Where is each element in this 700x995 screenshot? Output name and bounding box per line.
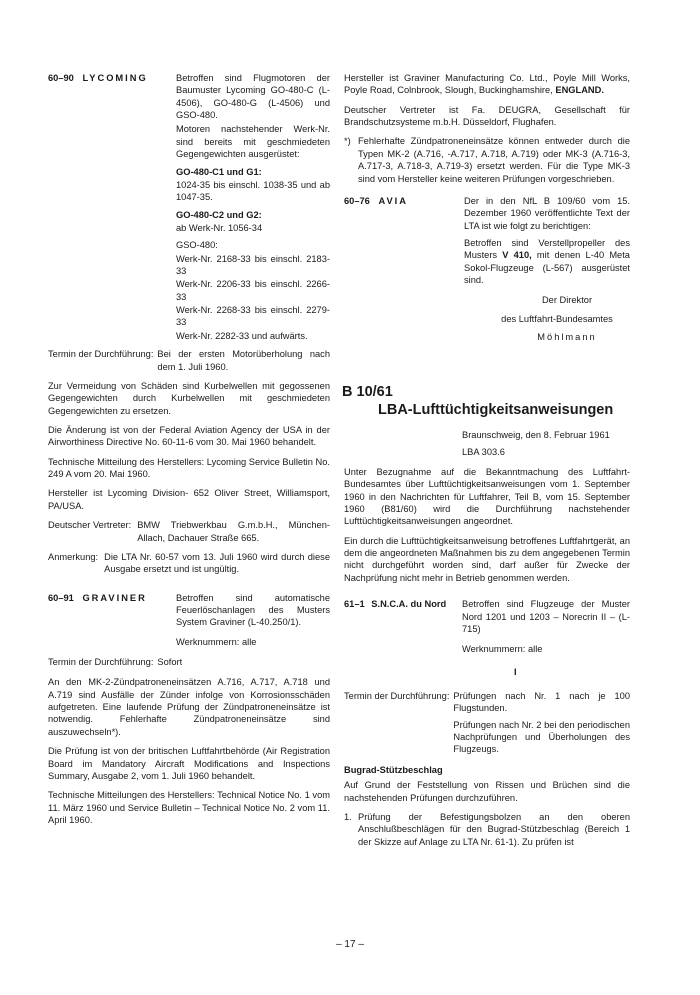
signature-name: Möhlmann	[537, 332, 597, 343]
signature-title: Der Direktor	[541, 295, 593, 306]
paragraph: Zur Vermeidung von Schäden sind Kurbelwellen mit gegossenen Gegengewichten durch Kurbelwellen mit geschmiedeten Gegengewichten zu ersetzen.	[48, 380, 330, 416]
ad-desc-1: Betroffen sind Flugmotoren der Baumuster Lycoming GO-480-C (L-4506), GO-480-G (L-4506) und GSO-480.	[176, 73, 330, 121]
termin-label: Termin der Durchführung:	[48, 349, 154, 360]
ad-61-1-description	[462, 598, 630, 684]
footnote	[344, 135, 630, 184]
anmerkung-text: Die LTA Nr. 60-57 vom 13. Juli 1960 wird durch diese Ausgabe ersetzt und ist ungültig.	[104, 551, 330, 575]
ad-60-91-description	[176, 592, 330, 652]
ad-61-1-header	[344, 598, 630, 684]
ad-60-76-description	[452, 195, 630, 351]
ad-maker: GRAVINER	[82, 592, 147, 603]
paragraph: Auf Grund der Feststellung von Rissen und Brüchen sind die nachstehenden Prüfungen durchzuführen.	[344, 780, 630, 803]
ad-maker: AVIA	[378, 195, 408, 206]
spacer	[344, 354, 630, 384]
ad-desc: Betroffen sind Flugzeuge der Muster Nord 1201 und 1203 – Norecrin II – (L-715)	[462, 599, 630, 634]
ad-60-76-title	[344, 195, 452, 351]
termin-label: Termin der Durchführung:	[48, 657, 154, 668]
termin-label: Termin der Durchführung:	[344, 691, 450, 701]
footnote-mark: *)	[344, 136, 351, 147]
ad-60-90-title	[48, 72, 176, 346]
text-go480-c2: ab Werk-Nr. 1056-34	[176, 222, 263, 233]
ad-number: 61–1	[344, 599, 365, 610]
termin-text: Bei der ersten Motorüberholung nach dem 1. Juli 1960.	[157, 349, 330, 372]
ad-61-1-title	[344, 598, 462, 684]
ad-number: 60–91	[48, 592, 74, 603]
numbered-item	[344, 811, 630, 848]
section-heading: Bugrad-Stützbeschlag	[344, 764, 443, 775]
ad-61-1-termin	[344, 690, 630, 756]
ad-60-90-vertreter	[48, 519, 330, 544]
ad-number: 60–76	[344, 195, 370, 206]
termin-block	[453, 690, 630, 756]
termin-text: Sofort	[157, 657, 183, 668]
ad-60-91-title	[48, 592, 176, 652]
page-number: – 17 –	[336, 939, 364, 950]
ad-desc-2-model: V 410,	[502, 250, 532, 261]
ad-desc-2b: mit denen L-40 Meta Sokol-Flugzeuge (L-567) ausgerüstet sind.	[464, 250, 630, 286]
ad-60-90-termin	[48, 348, 330, 373]
serial-range: Werk-Nr. 2268-33 bis einschl. 2279-33	[176, 305, 330, 328]
ad-maker: LYCOMING	[82, 73, 148, 83]
vertreter-label: Deutscher Vertreter:	[48, 520, 132, 531]
paragraph: Unter Bezugnahme auf die Bekanntmachung des Luftfahrt-Bundesamtes über Lufttüchtigkeitsanweisungen vom 1. September 1960 in den Nachrichten für Luftfahrer, Teil B, vom 15. September 1960 (B81/60) wird die Durchführung nachstehender Lufttüchtigkeitsanweisungen angeordnet.	[344, 466, 630, 527]
item-number: 1.	[344, 811, 352, 822]
paragraph: Hersteller ist Lycoming Division- 652 Oliver Street, Williamsport, PA/USA.	[48, 488, 330, 511]
ad-60-90-header	[48, 72, 330, 346]
signature-authority: des Luftfahrt-Bundesamtes	[501, 313, 613, 324]
ad-60-90-anmerkung	[48, 551, 330, 576]
ad-desc: Betroffen sind automatische Feuerlöschanlagen des Musters System Graviner (L-40.250/1).	[176, 592, 330, 628]
ad-60-90-description	[176, 72, 330, 346]
ad-desc-2: Motoren nachstehender Werk-Nr. sind bereits mit geschmiedeten Gegengewichten ausgerüstet:	[176, 124, 330, 160]
paragraph: Die Änderung ist von der Federal Aviation Agency der USA in der Airworthiness Directive No. 60-11-6 vom 30. Mai 1960 behandelt.	[48, 424, 330, 448]
ad-60-91-termin	[48, 656, 330, 668]
serial-range: Werk-Nr. 2282-33 und aufwärts.	[176, 330, 308, 341]
hersteller-paragraph	[344, 72, 630, 97]
ad-60-91-header	[48, 592, 330, 652]
place-date: Braunschweig, den 8. Februar 1961	[462, 430, 610, 441]
anmerkung-label: Anmerkung:	[48, 551, 99, 562]
werknummern: Werknummern: alle	[462, 644, 543, 655]
paragraph: Ein durch die Lufttüchtigkeitsanweisung betroffenes Luftfahrtgerät, an dem die angeordneten Maßnahmen bis zu dem angegebenen Termin nicht durchgeführt worden sind, darf außer für Zwecke der Nachprüfung nicht mehr in Betrieb genommen werden.	[344, 535, 630, 583]
ad-maker: S.N.C.A. du Nord	[371, 599, 447, 610]
item-text: Prüfung der Befestigungsbolzen an den oberen Anschlußbeschlägen für den Bugrad-Stützbeschlag (Bereich 1 der Skizze auf Anlage zu LTA Nr. 61-1). Zu prüfen ist	[358, 811, 630, 847]
hersteller-country: ENGLAND.	[555, 85, 604, 96]
ad-60-76-header	[344, 195, 630, 351]
b-10-61-heading	[344, 384, 630, 419]
footnote-text: Fehlerhafte Zündpatroneneinsätze können entweder durch die Typen MK-2 (A.716, -A.717, A.718, A.719) oder MK-3 (A.716-3, A.717-3, A.718-3, A.719-3) ersetzt werden. Für die Type MK-3 sind vom Hersteller keine weiteren Prüfungen vorgeschrieben.	[358, 136, 630, 184]
reference: LBA 303.6	[462, 446, 505, 457]
termin-2: Prüfungen nach Nr. 2 bei den periodischen Nachprüfungen und Überholungen des Flugzeugs.	[453, 719, 630, 755]
ad-desc-1: Der in den NfL B 109/60 vom 15. Dezember 1960 veröffentlichte Text der LTA ist wie folgt zu berichtigen:	[464, 195, 630, 231]
paragraph: Die Prüfung ist von der britischen Luftfahrtbehörde (Air Registration Board im Mandatory Aircraft Modifications and Inspections Summary, Ausgabe 2, vom 1. Juli 1960 behandelt.	[48, 746, 330, 781]
ad-number: 60–90	[48, 73, 74, 83]
hersteller-text: Hersteller ist Graviner Manufacturing Co. Ltd., Poyle Mill Works, Poyle Road, Colnbrook, Slough, Buckinghamshire,	[344, 73, 630, 96]
vertreter-paragraph: Deutscher Vertreter ist Fa. DEUGRA, Gesellschaft für Brandschutzsysteme m.b.H. Düsseldorf, Flughafen.	[344, 104, 630, 128]
vertreter-text: BMW Triebwerkbau G.m.b.H., München-Allach, Dachauer Straße 665.	[137, 520, 330, 543]
serial-range: Werk-Nr. 2206-33 bis einschl. 2266-33	[176, 279, 330, 302]
heading-go480-c2: GO-480-C2 und G2:	[176, 209, 262, 220]
b-10-61-number: B 10/61	[342, 384, 393, 401]
left-column	[48, 72, 330, 833]
werknummern: Werknummern: alle	[176, 636, 257, 647]
text-go480-c1: 1024-35 bis einschl. 1038-35 und ab 1047-35.	[176, 179, 330, 203]
b-10-61-title: LBA-Lufttüchtigkeitsanweisungen	[378, 401, 614, 418]
paragraph: Technische Mitteilung des Herstellers: Lycoming Service Bulletin No. 249 A vom 20. Mai 1960.	[48, 456, 330, 480]
ad-desc-2a: Betroffen sind Verstellpropeller des Musters	[464, 237, 630, 261]
paragraph: Technische Mitteilungen des Herstellers: Technical Notice No. 1 vom 11. März 1960 und Service Bulletin – Technical Notice No. 2 vom 11. April 1960.	[48, 790, 330, 825]
paragraph: An den MK-2-Zündpatroneneinsätzen A.716, A.717, A.718 und A.719 sind Ausfälle der Zünder infolge von Korrosionsschäden aufgetreten. Eine laufende Prüfung der Zündpatroneneinsätze ist notwendig. Fehlerhafte Zündpatroneneinsätze sind auszuwechseln*).	[48, 677, 330, 737]
section-roman: I	[514, 666, 517, 677]
right-column	[344, 72, 630, 848]
ad-desc-2	[464, 237, 630, 286]
termin-1: Prüfungen nach Nr. 1 nach je 100 Flugstunden.	[453, 691, 630, 714]
serial-range: Werk-Nr. 2168-33 bis einschl. 2183-33	[176, 253, 330, 277]
heading-gso480: GSO-480:	[176, 240, 218, 251]
heading-go480-c1: GO-480-C1 und G1:	[176, 166, 262, 177]
